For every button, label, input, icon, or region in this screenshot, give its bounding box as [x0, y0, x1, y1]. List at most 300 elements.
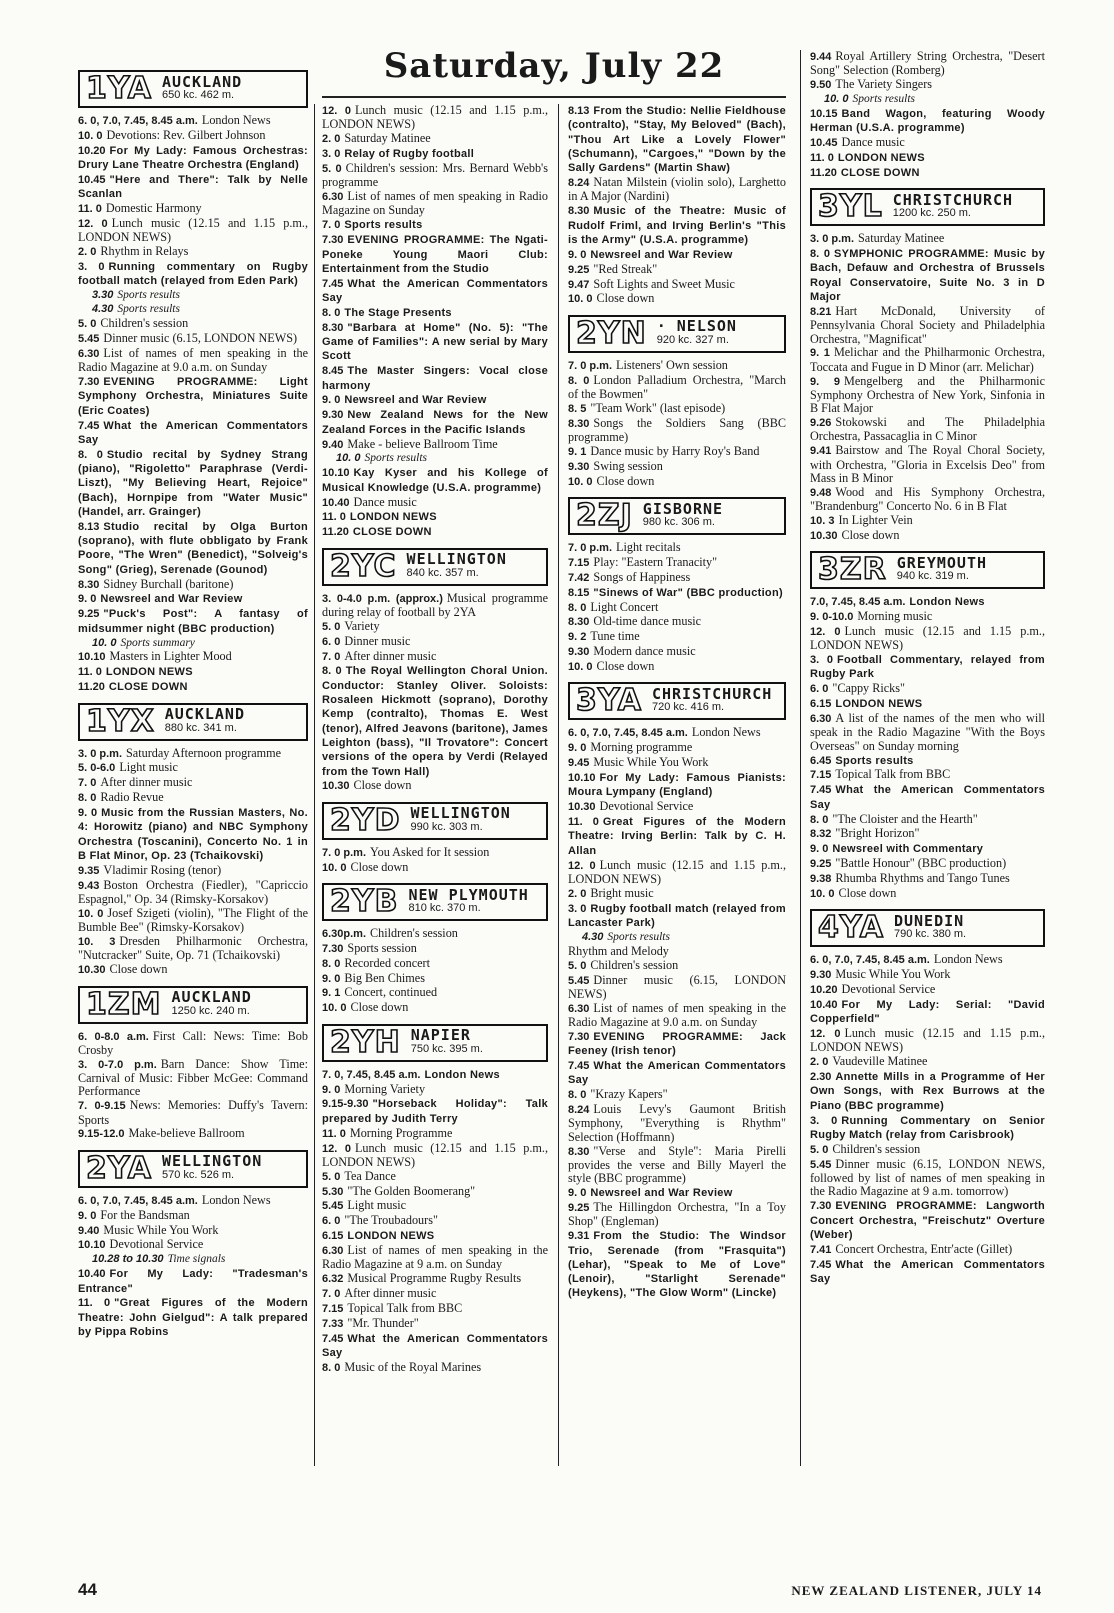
programme-text: "Puck's Post": A fantasy of midsummer night (BBC production): [78, 608, 308, 635]
programme-text: Melichar and the Philharmonic Orchestra, Toccata and Fugue in D Minor (arr. Melichar): [810, 345, 1045, 374]
programme-time: 8. 0: [78, 792, 97, 805]
station-frequency: 940 kc. 319 m.: [896, 570, 969, 583]
station-city: NAPIER: [410, 1026, 471, 1045]
station-header: [78, 703, 308, 741]
programme-entry: [810, 514, 1045, 528]
programme-text: Sports results: [607, 930, 670, 943]
programme-text: Sidney Burchall (baritone): [103, 576, 234, 591]
programme-text: In Lighter Vein: [838, 512, 913, 527]
programme-time: 10.10: [78, 651, 106, 664]
programme-time: 9. 0-10.0: [810, 611, 854, 623]
station-header: [322, 802, 548, 840]
programme-entry: [810, 166, 1045, 180]
programme-time: 9.31: [568, 1230, 590, 1243]
programme-text: Dinner music (6.15, LONDON NEWS, followed by list of names of men speaking in the Radio Magazine at 9 a.m. tomorrow): [810, 1156, 1045, 1199]
programme-text: "Verse and Style": Maria Pirelli provides the verse and Billy Mayerl the style (BBC programme): [568, 1143, 786, 1186]
programme-text: Bright music: [590, 885, 654, 900]
programme-time: 6. 0, 7.0, 7.45, 8.45 a.m.: [78, 1194, 198, 1207]
programme-entry: [568, 1229, 786, 1300]
programme-entry: [78, 1030, 308, 1058]
programme-text: EVENING PROGRAMME: Langworth Concert Orchestra, "Freischutz" Overture (Weber): [810, 1200, 1045, 1241]
programme-entry: [322, 972, 548, 986]
programme-time: 7.30: [78, 376, 100, 389]
programme-text: Lunch music (12.15 and 1.15 p.m., LONDON NEWS): [810, 1026, 1045, 1055]
programme-time: 7.45: [322, 1332, 344, 1345]
programme-entry: [322, 132, 548, 146]
programme-entry: [810, 813, 1045, 827]
station-info: [407, 1026, 546, 1060]
station-call-sign: 3YA: [576, 683, 642, 719]
programme-entry: [78, 173, 308, 202]
programme-time: 9. 0: [322, 1083, 341, 1096]
station-city: WELLINGTON: [161, 1152, 263, 1171]
programme-text: Radio Revue: [100, 790, 164, 805]
programme-entry: [568, 726, 786, 740]
programme-time: 8. 5: [568, 402, 587, 415]
station-info: [648, 684, 784, 718]
programme-text: Bairstow and The Royal Choral Society, with Orchestra, "Gloria in Excelsis Deo" from Mass in B Minor: [810, 443, 1045, 485]
programme-time: 8. 0: [78, 448, 103, 461]
programme-text: Close down: [353, 778, 412, 793]
programme-text: Light Concert: [590, 599, 659, 614]
programme-entry: [810, 1055, 1045, 1069]
programme-text: Vaudeville Matinee: [832, 1054, 928, 1069]
column-divider: [800, 50, 801, 1466]
programme-time: 6.15: [322, 1230, 344, 1243]
programme-entry: [810, 595, 1045, 609]
programme-text: "Red Streak": [593, 261, 658, 276]
station-call-sign: 2YB: [330, 883, 399, 919]
programme-time: 9.25: [568, 263, 590, 276]
programme-text: "The Golden Boomerang": [347, 1183, 476, 1198]
programme-text: Old-time dance music: [593, 614, 702, 629]
programme-entry: [322, 277, 548, 306]
programme-entry: [322, 635, 548, 649]
programme-text: Saturday Matinee: [858, 231, 945, 246]
programme-entry: [568, 402, 786, 416]
station-frequency: 880 kc. 341 m.: [164, 721, 237, 734]
programme-time: 9.30: [568, 646, 590, 659]
station-city: AUCKLAND: [164, 705, 245, 724]
programme-entry: [568, 1030, 786, 1059]
programme-text: You Asked for It session: [370, 844, 490, 859]
programme-entry: [810, 1143, 1045, 1157]
programme-entry: [810, 1027, 1045, 1055]
programme-time: 12. 0: [810, 1028, 841, 1041]
programme-entry: [810, 444, 1045, 485]
programme-entry: [322, 496, 548, 510]
programme-entry: [78, 419, 308, 448]
programme-time: 9.25: [78, 608, 100, 621]
programme-text: Close down: [838, 885, 897, 900]
station-call-sign: 1YX: [86, 703, 155, 739]
column-divider: [314, 104, 315, 1466]
programme-text: Devotional Service: [109, 1237, 204, 1252]
programme-time: 3.30: [92, 289, 114, 302]
programme-time: 6. 0: [322, 635, 341, 648]
station-call-sign: 4YA: [818, 910, 884, 946]
programme-text: "Horseback Holiday": Talk prepared by Judith Terry: [322, 1098, 548, 1125]
programme-entry: [322, 1127, 548, 1141]
programme-time: 7.41: [810, 1243, 832, 1256]
programme-time: 9. 1: [322, 987, 341, 1000]
programme-entry: [322, 1272, 548, 1286]
programme-time: 2. 0: [568, 887, 587, 900]
station-call-sign: 1YA: [86, 71, 152, 106]
station-city: NEW PLYMOUTH: [408, 885, 529, 904]
programme-entry: [78, 761, 308, 775]
programme-time: 8. 0: [322, 1362, 341, 1375]
programme-time: 10.20: [810, 984, 838, 997]
programme-time: 3. 0-4.0 p.m. (approx.): [322, 592, 443, 605]
programme-text: "Battle Honour" (BBC production): [835, 856, 1007, 871]
programme-text: The Master Singers: Vocal close harmony: [322, 365, 548, 392]
programme-entry: [322, 957, 548, 971]
programme-time: 9.40: [78, 1224, 100, 1237]
programme-time: 3. 0: [810, 1114, 838, 1127]
programme-entry: [568, 475, 786, 489]
programme-time: 12. 0: [810, 625, 841, 638]
programme-entry: [322, 1302, 548, 1316]
programme-entry: [322, 1332, 548, 1361]
station-city: · NELSON: [656, 317, 737, 336]
programme-entry: [78, 592, 308, 606]
programme-time: 9.47: [568, 278, 590, 291]
programme-time: 11.20: [322, 526, 349, 539]
programme-text: Devotional Service: [841, 982, 936, 997]
programme-text: Music of the Theatre: Music of Rudolf Friml, and Irving Berlin's "This is the Army" (U.S.A. programme): [568, 205, 786, 246]
programme-entry: [568, 1103, 786, 1144]
programme-time: 10.28 to 10.30: [92, 1253, 164, 1266]
programme-text: The Stage Presents: [344, 306, 452, 319]
programme-time: 7.30: [810, 1200, 832, 1213]
programme-time: 8. 0: [810, 248, 830, 261]
programme-time: 7. 0, 7.45, 8.45 a.m.: [322, 1068, 421, 1081]
programme-time: 10. 0: [824, 93, 849, 106]
station-call-sign: 3YL: [818, 189, 883, 225]
programme-text: London News: [933, 952, 1003, 967]
station-header: [78, 1150, 308, 1188]
programme-time: 12. 0: [322, 1142, 351, 1155]
programme-entry: [568, 630, 786, 644]
programme-text: Morning Variety: [344, 1081, 426, 1096]
programme-text: The Hillingdon Orchestra, "In a Toy Shop" (Engleman): [568, 1200, 786, 1229]
station-info: [167, 988, 306, 1022]
programme-time: 9.48: [810, 486, 832, 499]
programme-time: 9. 0: [322, 972, 341, 985]
programme-time: 8. 0: [322, 957, 341, 970]
programme-time: 8. 0: [322, 306, 341, 319]
station-call-sign: 2ZJ: [576, 497, 633, 533]
programme-time: 3. 0 p.m.: [78, 747, 123, 760]
programme-entry: [568, 660, 786, 674]
programme-time: 9.41: [810, 445, 832, 458]
programme-time: 7. 0 p.m.: [322, 846, 367, 859]
station-header: [810, 551, 1045, 589]
station-info: [161, 705, 306, 739]
programme-time: 9.50: [810, 79, 832, 92]
programme-text: London News: [201, 1192, 271, 1207]
programme-entry: [78, 607, 308, 636]
programme-entry: [78, 448, 308, 519]
programme-entry: [810, 712, 1045, 753]
programme-text: Dance music by Harry Roy's Band: [590, 443, 760, 458]
programme-time: 5.45: [568, 974, 590, 987]
column-1: [78, 62, 308, 1340]
programme-entry: [78, 1238, 308, 1252]
programme-time: 3. 0: [568, 902, 587, 915]
programme-time: 5.45: [810, 1158, 832, 1171]
programme-entry: [78, 1209, 308, 1223]
programme-time: 9.44: [810, 51, 832, 63]
programme-time: 9. 0: [322, 394, 341, 407]
programme-text: Big Ben Chimes: [344, 970, 425, 985]
programme-entry: [78, 806, 308, 863]
programme-entry: [322, 321, 548, 364]
programme-entry: [810, 247, 1045, 304]
programme-time: 9.15-9.30: [322, 1098, 369, 1111]
programme-entry: [322, 1097, 548, 1126]
programme-entry: [78, 1296, 308, 1339]
programme-entry: [568, 1145, 786, 1186]
programme-entry: [568, 586, 786, 600]
programme-text: "The Cloister and the Hearth": [832, 811, 978, 826]
station-call-sign: 2YD: [330, 802, 401, 838]
programme-time: 9. 1: [810, 347, 830, 360]
programme-entry: [568, 601, 786, 615]
programme-entry: [78, 245, 308, 259]
programme-entry: [78, 864, 308, 878]
programme-time: 8.32: [810, 828, 832, 841]
programme-text: The Variety Singers: [835, 77, 932, 92]
programme-entry: [810, 305, 1045, 346]
programme-entry: [322, 466, 548, 495]
programme-entry: [810, 968, 1045, 982]
programme-text: First Call: News: Time: Bob Crosby: [78, 1028, 308, 1057]
programme-text: "Cappy Ricks": [832, 681, 905, 696]
programme-entry: [568, 278, 786, 292]
programme-time: 2. 0: [810, 1056, 829, 1069]
programme-time: 6. 0: [810, 683, 829, 696]
programme-entry: [810, 107, 1045, 136]
programme-text: London News: [201, 113, 271, 127]
programme-text: EVENING PROGRAMME: Jack Feeney (Irish tenor): [568, 1030, 786, 1058]
programme-time: 2.30: [810, 1071, 832, 1084]
programme-text: Lunch music (12.15 and 1.15 p.m., LONDON NEWS): [78, 216, 308, 245]
programme-time: 11.20: [78, 681, 105, 694]
programme-time: 7.15: [322, 1303, 344, 1316]
programme-text: Band Wagon, featuring Woody Herman (U.S.A. programme): [810, 107, 1045, 135]
programme-entry: [78, 776, 308, 790]
programme-time: 6.15: [810, 698, 832, 711]
programme-entry: [322, 233, 548, 276]
programme-text: Wood and His Symphony Orchestra, "Brandenburg" Concerto No. 6 in B Flat: [810, 484, 1045, 514]
programme-entry: [322, 1199, 548, 1213]
programme-time: 6. 0, 7.0, 7.45, 8.45 a.m.: [78, 115, 198, 127]
programme-time: 7.45: [810, 784, 832, 797]
programme-text: Dresden Philharmonic Orchestra, "Nutcracker" Suite, Op. 71 (Tchaikovski): [78, 934, 309, 963]
programme-time: 7.15: [568, 556, 590, 569]
station-frequency: 810 kc. 370 m.: [408, 901, 481, 914]
programme-time: 6.30: [322, 1245, 344, 1258]
programme-time: 10.30: [78, 964, 106, 977]
programme-text: Tea Dance: [344, 1168, 396, 1183]
programme-time: 8.15: [568, 586, 590, 599]
programme-entry: [568, 248, 786, 262]
programme-text: London Palladium Orchestra, "March of the Bowmen": [568, 372, 786, 401]
programme-entry: [568, 645, 786, 659]
column-2: [322, 104, 548, 1376]
programme-text: LONDON NEWS: [837, 152, 925, 165]
programme-text: Tune time: [590, 629, 640, 644]
programme-entry: [568, 1059, 786, 1088]
programme-entry: [568, 771, 786, 800]
programme-text: Songs of Happiness: [593, 569, 691, 584]
programme-time: 9. 0: [568, 1187, 587, 1200]
programme-text: Children's session: [100, 316, 189, 331]
programme-entry: [810, 653, 1045, 682]
programme-text: Make - believe Ballroom Time: [347, 436, 498, 451]
station-call-sign: 2YC: [330, 548, 397, 584]
programme-entry: [78, 650, 308, 664]
programme-text: Soft Lights and Sweet Music: [593, 276, 735, 291]
programme-text: Sports results: [117, 303, 180, 316]
programme-time: 8. 0: [568, 374, 590, 387]
programme-text: Music of the Royal Marines: [344, 1360, 482, 1375]
programme-text: Music from the Russian Masters, No. 4: Horowitz (piano) and NBC Symphony Orchestra (Toscanini), Concerto No. 1 in B Flat Minor, Op. 23 (Tchaikovski): [78, 807, 308, 862]
programme-time: 5. 0: [78, 318, 97, 331]
programme-entry: [78, 1099, 308, 1127]
programme-entry: [810, 78, 1045, 92]
programme-entry: [322, 393, 548, 407]
programme-time: 3. 0 p.m.: [810, 233, 855, 246]
programme-text: Louis Levy's Gaumont British Symphony, "Everything is Rhythm" Selection (Hoffmann): [568, 1102, 786, 1144]
programme-entry: [78, 665, 308, 679]
programme-time: 12. 0: [322, 105, 351, 117]
station-info: [158, 1152, 306, 1186]
programme-entry: [78, 1267, 308, 1296]
programme-time: 11. 0: [810, 152, 834, 165]
programme-time: 6.30: [78, 347, 100, 360]
magazine-footer: NEW ZEALAND LISTENER, JULY 14: [791, 1583, 1042, 1598]
programme-text: What the American Commentators Say: [322, 1332, 548, 1360]
programme-text: Studio recital by Olga Burton (soprano), with flute obbligato by Frank Poore, "The Wren" (Benedict), "Solveig's Song" (Grieg), Serenade (Gounod): [78, 520, 308, 576]
programme-time: 9. 9: [810, 375, 841, 388]
programme-text: Swing session: [593, 458, 663, 473]
programme-time: 8.30: [568, 417, 590, 430]
programme-text: Running commentary on Rugby football match (relayed from Eden Park): [78, 261, 308, 288]
station-info: [404, 885, 546, 919]
programme-text: EVENING PROGRAMME: The Ngati-Poneke Young Maori Club: Entertainment from the Studio: [322, 234, 548, 275]
programme-time: 7. 0-9.15: [78, 1100, 126, 1113]
programme-time: 11. 0: [568, 816, 599, 829]
programme-time: 10. 0: [810, 887, 835, 900]
station-frequency: 840 kc. 357 m.: [406, 566, 479, 579]
programme-entry: [568, 374, 786, 402]
programme-entry: [322, 1287, 548, 1301]
programme-entry: [810, 827, 1045, 841]
column-3: [568, 104, 786, 1301]
programme-entry: [322, 104, 548, 132]
station-frequency: 990 kc. 303 m.: [410, 820, 483, 833]
programme-entry: [810, 1114, 1045, 1143]
programme-entry: [810, 346, 1045, 374]
programme-entry: [810, 1070, 1045, 1113]
programme-time: 6. 0: [322, 1215, 341, 1228]
programme-entry: [322, 525, 548, 539]
programme-entry: [810, 50, 1045, 78]
programme-text: Sports session: [347, 940, 417, 955]
programme-time: 8. 0: [568, 601, 587, 614]
programme-text: Relay of Rugby football: [344, 148, 475, 161]
station-city: AUCKLAND: [161, 72, 243, 91]
programme-text: Morning Programme: [349, 1125, 453, 1140]
station-header: [322, 548, 548, 586]
programme-entry: [568, 359, 786, 373]
programme-entry: [322, 592, 548, 620]
programme-text: Children's session: [370, 925, 458, 940]
station-call-sign: 2YN: [576, 315, 647, 351]
station-info: [653, 317, 784, 351]
programme-entry: [810, 953, 1045, 967]
programme-text: Light recitals: [616, 539, 681, 554]
programme-time: 11.20: [810, 166, 837, 179]
programme-time: 3. 0: [322, 148, 341, 161]
programme-time: 4.30: [582, 930, 604, 943]
programme-entry: [322, 190, 548, 218]
programme-time: 10. 0: [568, 475, 593, 488]
station-frequency: 920 kc. 327 m.: [656, 333, 729, 346]
station-frequency: 980 kc. 306 m.: [642, 515, 715, 528]
programme-entry: [568, 756, 786, 770]
programme-entry: [810, 983, 1045, 997]
programme-text: Music While You Work: [593, 755, 709, 770]
programme-text: For My Lady: "Tradesman's Entrance": [78, 1268, 308, 1295]
programme-text: For My Lady: Famous Orchestras: Drury Lane Theatre Orchestra (England): [78, 144, 308, 172]
station-info: [158, 72, 306, 106]
programme-time: 11. 0: [78, 666, 102, 679]
programme-text: Hart McDonald, University of Pennsylvania Choral Society and Philadelphia Orchestra, "Magnificat": [810, 303, 1045, 346]
programme-time: 7. 0: [322, 650, 341, 663]
programme-text: List of names of men speaking in the Radio Magazine at 9 a.m. on Sunday: [322, 1243, 548, 1272]
programme-text: List of names of men speaking in Radio Magazine on Sunday: [322, 189, 548, 218]
programme-text: London News: [909, 596, 985, 609]
programme-text: Lunch music (12.15 and 1.15 p.m., LONDON NEWS): [322, 103, 548, 132]
programme-entry: [322, 1229, 548, 1243]
station-header: [810, 188, 1045, 226]
programme-text: Recorded concert: [344, 955, 430, 970]
programme-text: For the Bandsman: [100, 1207, 190, 1222]
programme-text: After dinner music: [344, 648, 437, 663]
station-city: GISBORNE: [642, 499, 724, 518]
programme-text: List of names of men speaking in the Radio Magazine at 9.0 a.m. on Sunday: [568, 1000, 786, 1030]
programme-text: Newsreel and War Review: [344, 394, 487, 407]
programme-entry: [322, 1001, 548, 1015]
programme-time: 10. 3: [810, 514, 835, 527]
programme-time: 8.30: [322, 321, 344, 334]
title-rule: [322, 96, 786, 98]
programme-text: CLOSE DOWN: [840, 166, 920, 179]
programme-entry: [568, 204, 786, 247]
programme-entry: [810, 857, 1045, 871]
station-info: [893, 553, 1043, 587]
programme-text: Saturday Matinee: [344, 131, 431, 146]
programme-text: For My Lady: Serial: "David Copperfield": [810, 998, 1045, 1026]
programme-text: Musical Programme Rugby Results: [347, 1271, 522, 1286]
programme-entry: [322, 408, 548, 437]
programme-entry: [568, 1088, 786, 1102]
programme-time: 7. 0: [78, 777, 97, 790]
